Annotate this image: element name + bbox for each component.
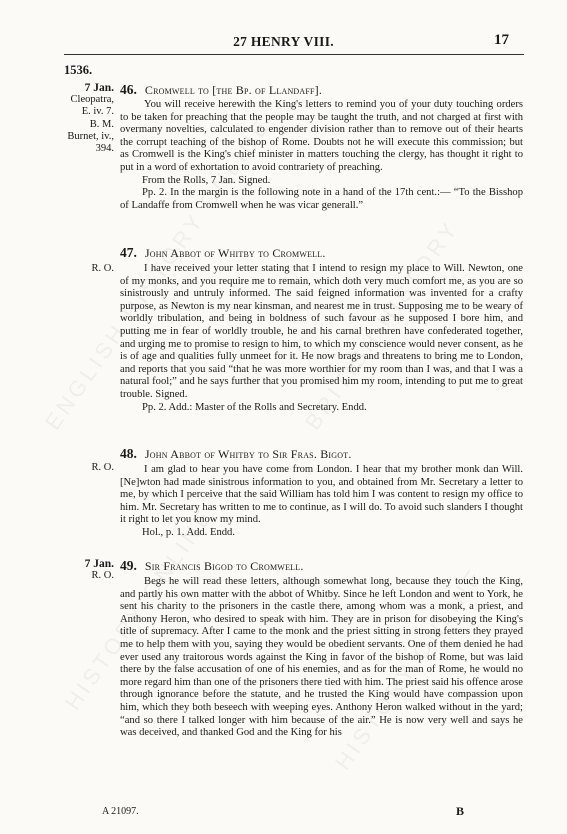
margin-note-49 [40,558,114,582]
entry-text-47 [120,263,523,414]
entry-heading-48 [120,446,352,462]
margin-source: Burnet, iv., [67,130,114,142]
entry-text-48 [120,464,523,540]
footer-sheet-mark: B [456,804,465,818]
entry-title: Sir Francis Bigod to Cromwell. [144,559,304,573]
margin-source: E. iv. 7. [81,106,114,118]
page-number: 17 [494,32,509,48]
entry-paragraph: Begs he will read these letters, although somewhat long, because they touch the King, and partly his own matter with the abbot of Whitby. Since he left London and went to York, he sent his charity to the prisoners in the castle there, among whom was a monk, a priest, and Anthony Heron, who desired to speak with him. They are in prison for disobeying the King's title of supremacy. After I came to the monk and the priest sitting in strong fetters they prayed me to help them with you, saying they would be obedient servants. One of them denied he had ever used any traitorous words against the King in favor of the bishop of Rome, but was laid there by the false accusation of one of his enemies, and as for the man of Rome, he would no more regard him than one of the prisoners there tied with him. The priest said his offence arose through ignorance before the statute, and he trusted the King would have compassion upon him, which they both beseech with weeping eyes. Anthony Heron walked without in the yard; “and so there I talked longer with him because of the air.” He is now very well and says he was deceived, and thanked God and the King for his [120,576,523,739]
margin-source: B. M. [89,118,114,130]
entry-paragraph: From the Rolls, 7 Jan. Signed. [142,174,271,186]
entry-text-46 [120,99,523,212]
entry-paragraph: I am glad to hear you have come from London. I hear that my brother monk dan Will. [Ne]wton had made sinistrous information to you, and obtained from Mr. Secretary a letter to me, by which I perceive that the said William has told him I was content to resign my office to him. Mr. Secretary has written to me to continue, as I will do. To avoid such slanders I thought it right to let you know my mind. [120,464,523,526]
entry-heading-47 [120,245,326,261]
margin-source: R. O. [91,462,114,473]
entry-heading-46 [120,82,322,98]
entry-paragraph: Pp. 2. In the margin is the following note in a hand of the 17th cent.:— “To the Bisshop of Landaffe from Cromwell when he was vicar generall.” [120,187,523,211]
margin-source: R. O. [91,570,114,582]
entry-paragraph: Hol., p. 1. Add. Endd. [142,526,235,538]
footer-signature: A 21097. [102,806,139,817]
entry-paragraph: I have received your letter stating that I intend to resign my place to Will. Newton, one of my monks, and you require me to remain, which doth very much comfort me, as you are so sinistrously and untruly informed. The said feigned information was invented for a crafty purpose, as Newton is my near kinsman, and nearest me in trust. Supposing me to be weary of worldly tribulation, and being in boldness of such favour as he supposed I bore him, and putting me in fear of worldly trouble, he and his carnal brethren have confederated together, and urging me to promise to resign to him, to which my conscience would never consent, as he is of age and qualities fully unmeet for it. He now brags and threatens to bring me to London, and reports that you said “that he was more worthier for my room than I was, and that I was a natural fool;” and he says further that you promised him my room, intending to put me to great trouble. Signed. [120,263,523,400]
margin-date: 7 Jan. [84,82,114,94]
entry-number: 49. [120,558,137,573]
entry-title: John Abbot of Whitby to Sir Fras. Bigot. [144,447,352,461]
entry-title: Cromwell to [the Bp. of Llandaff]. [144,83,323,97]
entry-number: 46. [120,82,137,97]
running-header-title: 27 HENRY VIII. [233,34,334,49]
margin-source: Cleopatra, [70,94,114,106]
entry-title: John Abbot of Whitby to Cromwell. [144,246,326,260]
entry-paragraph: Pp. 2. Add.: Master of the Rolls and Secretary. Endd. [142,401,367,413]
margin-source: R. O. [91,263,114,274]
entry-paragraph: You will receive herewith the King's letters to remind you of your duty touching orders to be taken for preaching that the people may be taught the truth, and not charged at first with overmany novelties, calculated to engender division rather than to remove out of their hearts the corrupt teaching of the bishop of Rome. Doubts not he will execute this commission; but as Cromwell is the King's chief minister in matters touching the clergy, has thought it right to put in a word of exhortation to avoid contrariety of preaching. [120,99,523,173]
margin-note-46 [40,82,114,155]
header-rule [64,54,524,55]
margin-date: 7 Jan. [84,558,114,570]
margin-year: 1536. [64,63,93,77]
entry-number: 47. [120,245,137,260]
entry-text-49 [120,576,523,740]
margin-source: 394. [95,143,114,155]
margin-note-47 [40,263,114,275]
entry-number: 48. [120,446,137,461]
margin-note-48 [40,462,114,474]
entry-heading-49 [120,558,304,574]
